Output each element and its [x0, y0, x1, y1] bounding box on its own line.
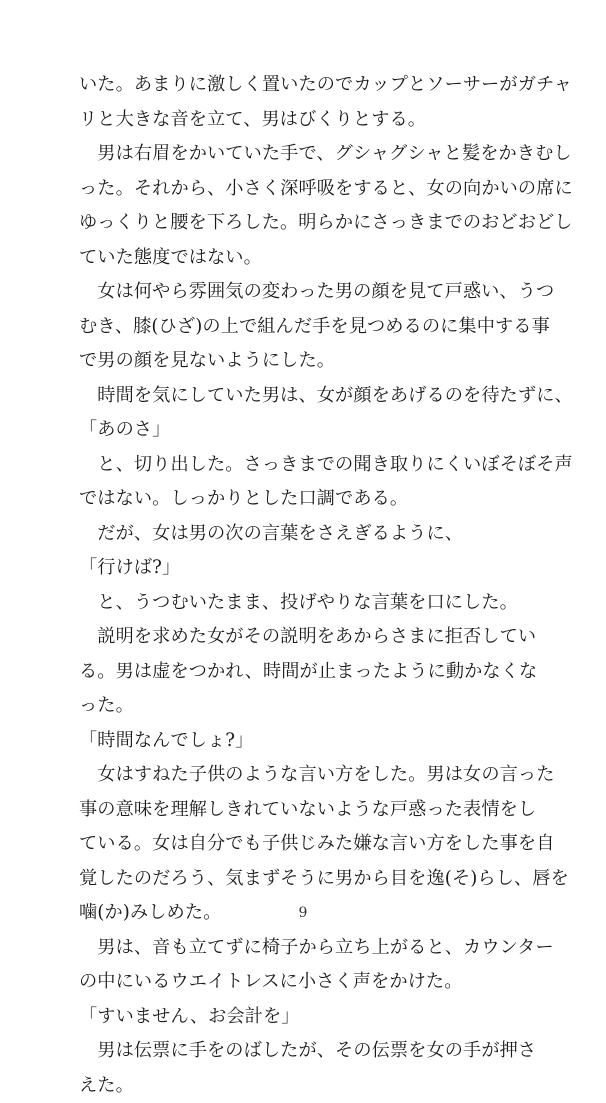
- text-line: 時間を気にしていた男は、女が顔をあげるのを待たずに、: [79, 379, 539, 414]
- text-line: 事の意味を理解しきれていないような戸惑った表情をし: [79, 793, 539, 828]
- body-text: [79, 68, 539, 1103]
- text-line: った。それから、小さく深呼吸をすると、女の向かいの席に: [79, 172, 539, 207]
- text-line: ゆっくりと腰を下ろした。明らかにさっきまでのおどおどし: [79, 206, 539, 241]
- text-line: った。: [79, 689, 539, 724]
- text-line: 女は何やら雰囲気の変わった男の顔を見て戸惑い、うつ: [79, 275, 539, 310]
- text-line: と、切り出した。さっきまでの聞き取りにくいぼそぼそ声: [79, 448, 539, 483]
- text-line: いた。あまりに激しく置いたのでカップとソーサーがガチャ: [79, 68, 539, 103]
- page-number: 9: [0, 905, 606, 921]
- text-line: 説明を求めた女がその説明をあからさまに拒否してい: [79, 620, 539, 655]
- dialogue-line: 「すいません、お会計を」: [79, 1000, 539, 1035]
- dialogue-line: 「行けば?」: [79, 551, 539, 586]
- text-line: の中にいるウエイトレスに小さく声をかけた。: [79, 965, 539, 1000]
- text-line: リと大きな音を立て、男はびくりとする。: [79, 103, 539, 138]
- text-line: 覚したのだろう、気まずそうに男から目を逸(そ)らし、唇を: [79, 862, 539, 897]
- text-line: ではない。しっかりとした口調である。: [79, 482, 539, 517]
- text-line: 男は伝票に手をのばしたが、その伝票を女の手が押さ: [79, 1034, 539, 1069]
- text-line: ていた態度ではない。: [79, 241, 539, 276]
- dialogue-line: 「時間なんでしょ?」: [79, 724, 539, 759]
- text-line: 男は右眉をかいていた手で、グシャグシャと髪をかきむし: [79, 137, 539, 172]
- text-line: で男の顔を見ないようにした。: [79, 344, 539, 379]
- text-line: 噛(か)みしめた。: [79, 896, 539, 931]
- dialogue-line: 「あのさ」: [79, 413, 539, 448]
- text-line: 男は、音も立てずに椅子から立ち上がると、カウンター: [79, 931, 539, 966]
- text-line: えた。: [79, 1069, 539, 1103]
- text-line: むき、膝(ひざ)の上で組んだ手を見つめるのに集中する事: [79, 310, 539, 345]
- text-line: る。男は虚をつかれ、時間が止まったように動かなくな: [79, 655, 539, 690]
- text-line: ている。女は自分でも子供じみた嫌な言い方をした事を自: [79, 827, 539, 862]
- text-line: だが、女は男の次の言葉をさえぎるように、: [79, 517, 539, 552]
- text-line: 女はすねた子供のような言い方をした。男は女の言った: [79, 758, 539, 793]
- text-line: と、うつむいたまま、投げやりな言葉を口にした。: [79, 586, 539, 621]
